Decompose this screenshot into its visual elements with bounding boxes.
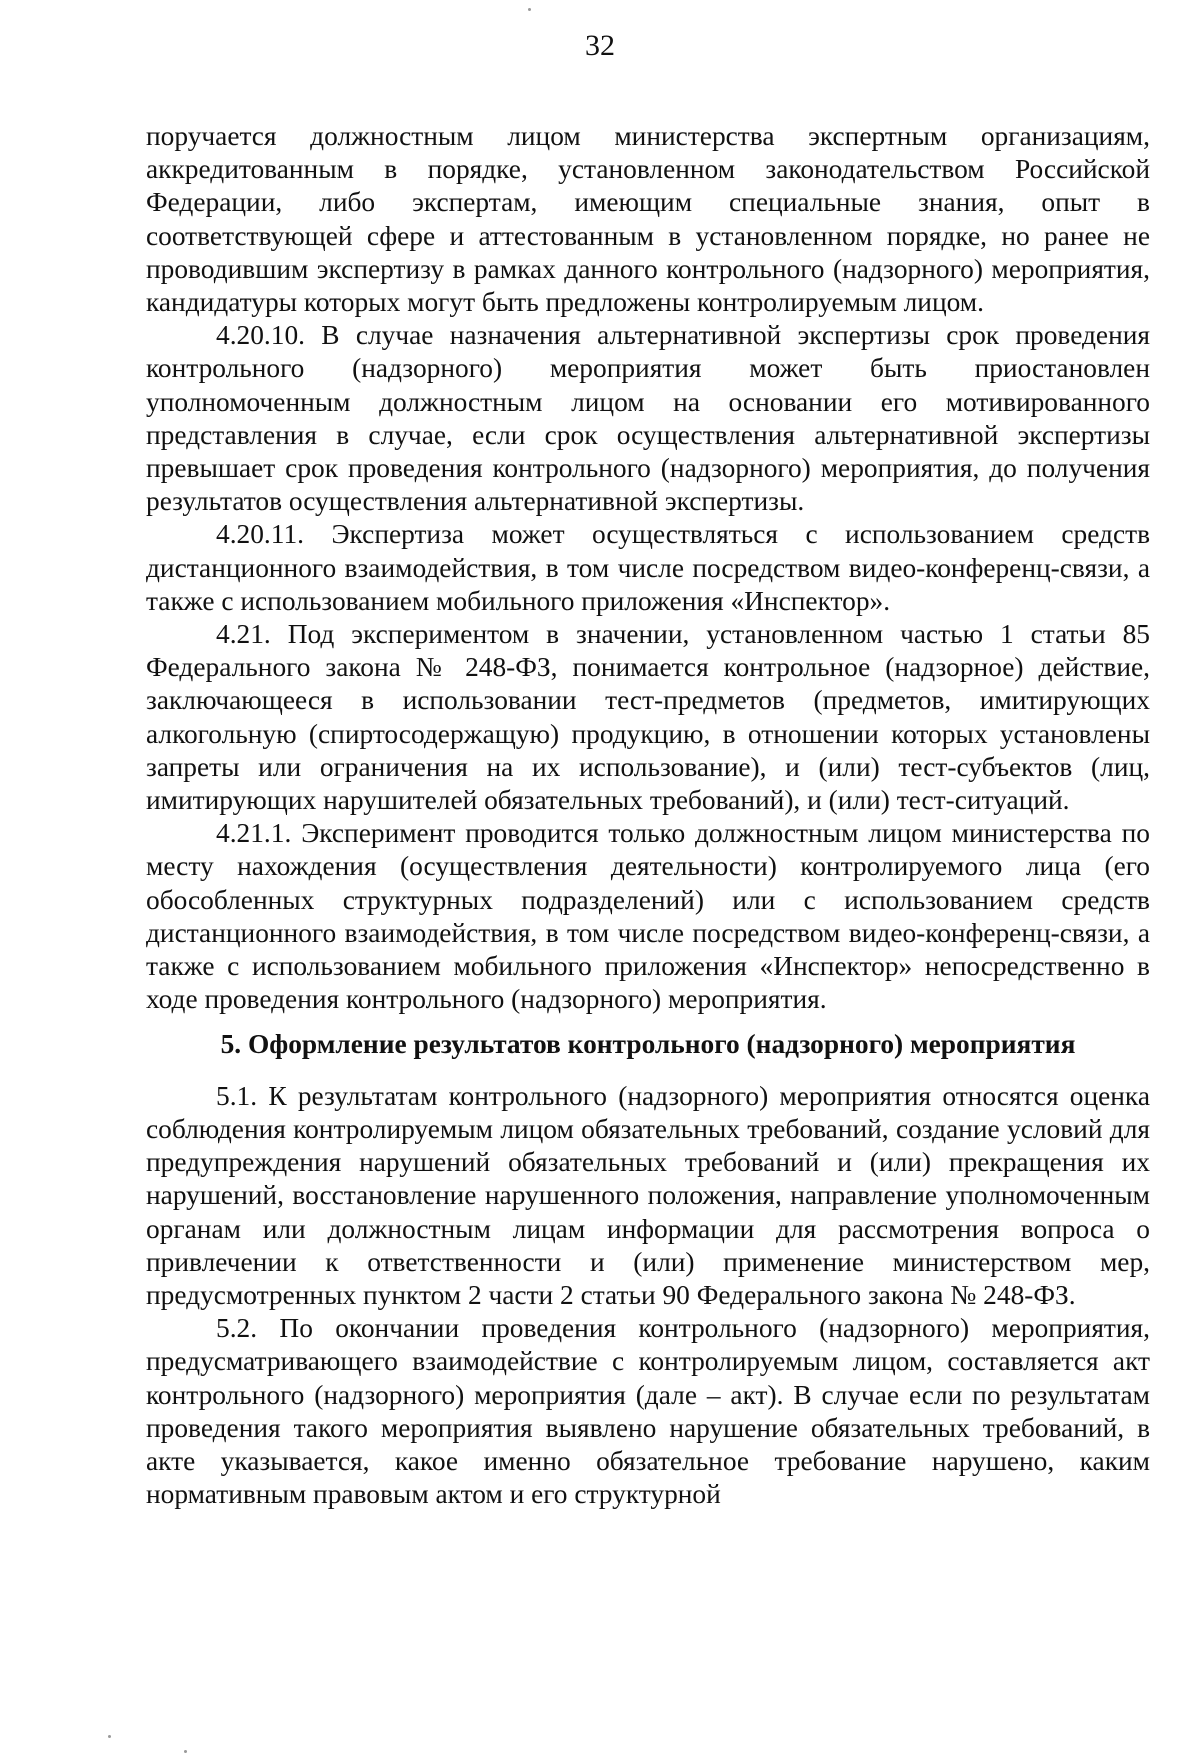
scan-speck bbox=[108, 1735, 111, 1738]
scan-speck bbox=[528, 8, 531, 11]
section-heading: 5. Оформление результатов контрольного (надзорного) мероприятия bbox=[220, 1029, 1076, 1060]
paragraph-4-20-10: 4.20.10. В случае назначения альтернативной экспертизы срок проведения контрольного (надзорного) мероприятия может быть приостановлен уполномоченным должностным лицом на основании его мотивированного представления в случае, если срок осуществления альтернативной экспертизы превышает срок проведения контрольного (надзорного) мероприятия, до получения результатов осуществления альтернативной экспертизы. bbox=[146, 320, 1150, 517]
paragraph-4-21: 4.21. Под экспериментом в значении, установленном частью 1 статьи 85 Федерального закона № 248-ФЗ, понимается контрольное (надзорное) действие, заключающееся в использовании тест-предметов (предметов, имитирующих алкогольную (спиртосодержащую) продукцию, в отношении которых установлены запреты или ограничения на их использование), и (или) тест-субъектов (лиц, имитирующих нарушителей обязательных требований), и (или) тест-ситуаций. bbox=[146, 619, 1150, 816]
paragraph-4-20-11: 4.20.11. Экспертиза может осуществляться с использованием средств дистанционного взаимодействия, в том числе посредством видео-конференц-связи, а также с использованием мобильного приложения «Инспектор». bbox=[146, 519, 1150, 616]
paragraph-5-1: 5.1. К результатам контрольного (надзорного) мероприятия относятся оценка соблюдения контролируемым лицом обязательных требований, создание условий для предупреждения нарушений обязательных требований и (или) прекращения их нарушений, восстановление нарушенного положения, направление уполномоченным органам или должностным лицам информации для рассмотрения вопроса о привлечении к ответственности и (или) применение министерством мер, предусмотренных пунктом 2 части 2 статьи 90 Федерального закона № 248-ФЗ. bbox=[146, 1080, 1150, 1310]
paragraph-5-2: 5.2. По окончании проведения контрольного (надзорного) мероприятия, предусматривающего взаимодействие с контролируемым лицом, составляется акт контрольного (надзорного) мероприятия (дале – акт). В случае если по результатам проведения такого мероприятия выявлено нарушение обязательных требований, в акте указывается, какое именно обязательное требование нарушено, каким нормативным правовым актом и его структурной bbox=[146, 1313, 1150, 1510]
paragraph-continuation: поручается должностным лицом министерства экспертным организациям, аккредитованным в порядке, установленном законодательством Российской Федерации, либо экспертам, имеющим специальные знания, опыт в соответствующей сфере и аттестованным в установленном порядке, но ранее не проводившим экспертизу в рамках данного контрольного (надзорного) мероприятия, кандидатуры которых могут быть предложены контролируемым лицом. bbox=[146, 121, 1150, 318]
paragraph-4-21-1: 4.21.1. Эксперимент проводится только должностным лицом министерства по месту нахождения (осуществления деятельности) контролируемого лица (его обособленных структурных подразделений) или с использованием средств дистанционного взаимодействия, в том числе посредством видео-конференц-связи, а также с использованием мобильного приложения «Инспектор» непосредственно в ходе проведения контрольного (надзорного) мероприятия. bbox=[146, 818, 1150, 1015]
document-body bbox=[146, 120, 1150, 1511]
page-number: 32 bbox=[585, 29, 615, 62]
scan-speck bbox=[184, 1750, 187, 1753]
